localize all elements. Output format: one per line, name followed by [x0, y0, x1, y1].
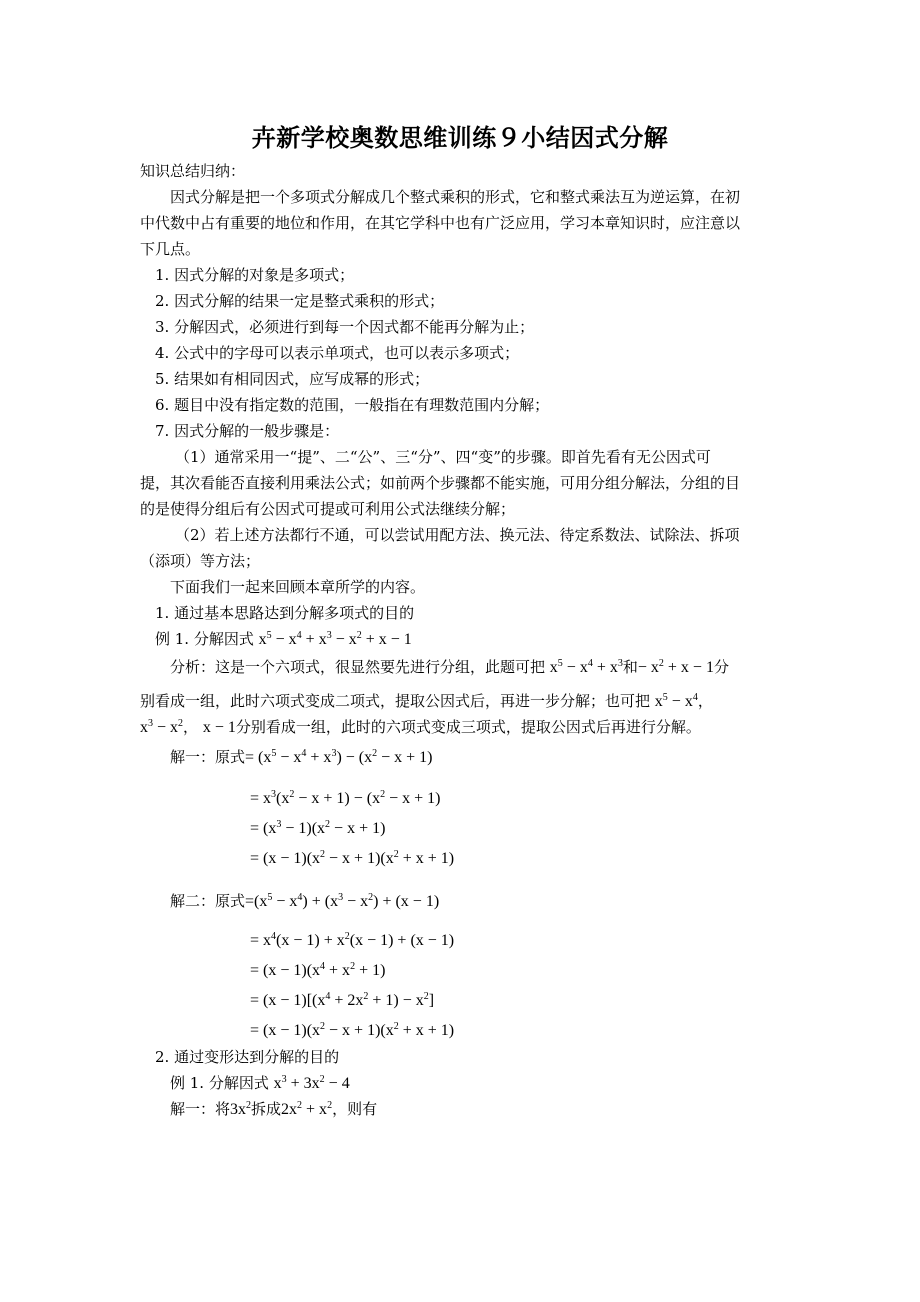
- intro-paragraph-line-1: 因式分解是把一个多项式分解成几个整式乘积的形式，它和整式乘法互为逆运算，在初: [170, 188, 741, 206]
- analysis-line-2: 别看成一组，此时六项式变成二项式，提取公因式后，再进一步分解；也可把 $x^5 - x^4$，: [140, 692, 713, 710]
- analysis-line-3-text: 分别看成一组，此时的六项式变成三项式，提取公因式后再进行分解。: [235, 718, 701, 736]
- step1-line-3: 的是使得分组后有公因式可提或可利用公式法继续分解；: [140, 500, 516, 518]
- solution1-expr-1: = $(x^5 - x^4 + x^3) - (x^2 - x + 1)$: [245, 748, 433, 766]
- solution2-expr-2: = $x^4(x - 1) + x^2(x - 1) + (x - 1)$: [250, 931, 455, 949]
- solution1-expr-3: = $(x^3 - 1)(x^2 - x + 1)$: [250, 819, 386, 837]
- solution1-expr-4: = $(x - 1)(x^2 - x + 1)(x^2 + x + 1)$: [250, 849, 455, 867]
- solution1-label: 解一：原式: [170, 748, 246, 766]
- solution2-line-1: [170, 890, 439, 913]
- solution2-expr-1: $=(x^5 - x^4) + (x^3 - x^2) + (x - 1)$: [245, 892, 440, 910]
- solution3-label: 解一：将: [170, 1100, 231, 1118]
- section2-title: 2. 通过变形达到分解的目的: [155, 1048, 340, 1066]
- analysis-line-1: [170, 656, 729, 679]
- analysis-expr-d: $x^3 - x^2$: [140, 718, 184, 736]
- analysis-and: 和: [622, 658, 638, 676]
- solution3-expr-a: $3x^2$: [230, 1100, 252, 1118]
- solution1-line-1: [170, 746, 433, 769]
- step2-line-2: （添项）等方法；: [140, 552, 261, 570]
- solution2-expr-3: = $(x - 1)(x^4 + x^2 + 1)$: [250, 961, 386, 979]
- list-item: 4. 公式中的字母可以表示单项式，也可以表示多项式；: [155, 344, 520, 362]
- example1-expression: $x^5 - x^4 + x^3 - x^2 + x - 1$: [258, 630, 412, 648]
- analysis-label: 分析：这是一个六项式，很显然要先进行分组，此题可把: [170, 658, 546, 676]
- analysis-tail: 分: [713, 658, 729, 676]
- solution1-expr-2: = $x^3(x^2 - x + 1) - (x^2 - x + 1)$: [250, 789, 441, 807]
- intro-paragraph-line-3: 下几点。: [140, 240, 201, 258]
- list-item: 3. 分解因式，必须进行到每一个因式都不能再分解为止；: [155, 318, 535, 336]
- solution3-line: [170, 1098, 377, 1121]
- example2: [170, 1072, 350, 1095]
- step1-line-1: （1）通常采用一“提”、二“公”、三“分”、四“变”的步骤。即首先看有无公因式可: [175, 448, 711, 466]
- analysis-line-3: $x^3 - x^2$， x − 1分别看成一组，此时的六项式变成三项式，提取公因式后再进行分解。: [140, 718, 701, 736]
- analysis-expr-a: $x^5 - x^4 + x^3$: [549, 658, 623, 676]
- intro-paragraph-line-2: 中代数中占有重要的地位和作用，在其它学科中也有广泛应用，学习本章知识时，应注意以: [140, 214, 741, 232]
- analysis-line-2-text: 别看成一组，此时六项式变成二项式，提取公因式后，再进一步分解；也可把: [140, 692, 651, 710]
- solution2-label: 解二：原式: [170, 892, 246, 910]
- review-line: 下面我们一起来回顾本章所学的内容。: [170, 578, 426, 596]
- example2-expression: $x^3 + 3x^2 - 4$: [273, 1074, 350, 1092]
- solution3-expr-b: $2x^2 + x^2$: [281, 1100, 333, 1118]
- example1-label: 例 1. 分解因式: [155, 630, 254, 648]
- solution2-expr-4: = $(x - 1)[(x^4 + 2x^2 + 1) - x^2]$: [250, 991, 435, 1009]
- section1-title: 1. 通过基本思路达到分解多项式的目的: [155, 604, 415, 622]
- list-item: 7. 因式分解的一般步骤是：: [155, 422, 340, 440]
- step2-line-1: （2）若上述方法都行不通，可以尝试用配方法、换元法、待定系数法、试除法、拆项: [175, 526, 740, 544]
- list-item: 2. 因式分解的结果一定是整式乘积的形式；: [155, 292, 445, 310]
- analysis-expr-c: $x^5 - x^4$: [654, 692, 698, 710]
- step1-line-2: 提，其次看能否直接利用乘法公式；如前两个步骤都不能实施，可用分组分解法，分组的目: [140, 474, 741, 492]
- page-title: 卉新学校奥数思维训练９小结因式分解: [251, 123, 669, 152]
- list-item: 6. 题目中没有指定数的范围，一般指在有理数范围内分解；: [155, 396, 550, 414]
- analysis-expr-e: x − 1: [202, 719, 236, 736]
- list-item: 5. 结果如有相同因式，应写成幂的形式；: [155, 370, 430, 388]
- example2-label: 例 1. 分解因式: [170, 1074, 269, 1092]
- solution3-tail: ，则有: [332, 1100, 378, 1118]
- solution2-expr-5: = $(x - 1)(x^2 - x + 1)(x^2 + x + 1)$: [250, 1021, 455, 1039]
- intro-heading: 知识总结归纳：: [140, 162, 246, 180]
- analysis-expr-b: − $x^2 + x - 1$: [637, 658, 714, 676]
- solution3-mid: 拆成: [251, 1100, 282, 1118]
- example1: [155, 628, 412, 651]
- list-item: 1. 因式分解的对象是多项式；: [155, 266, 355, 284]
